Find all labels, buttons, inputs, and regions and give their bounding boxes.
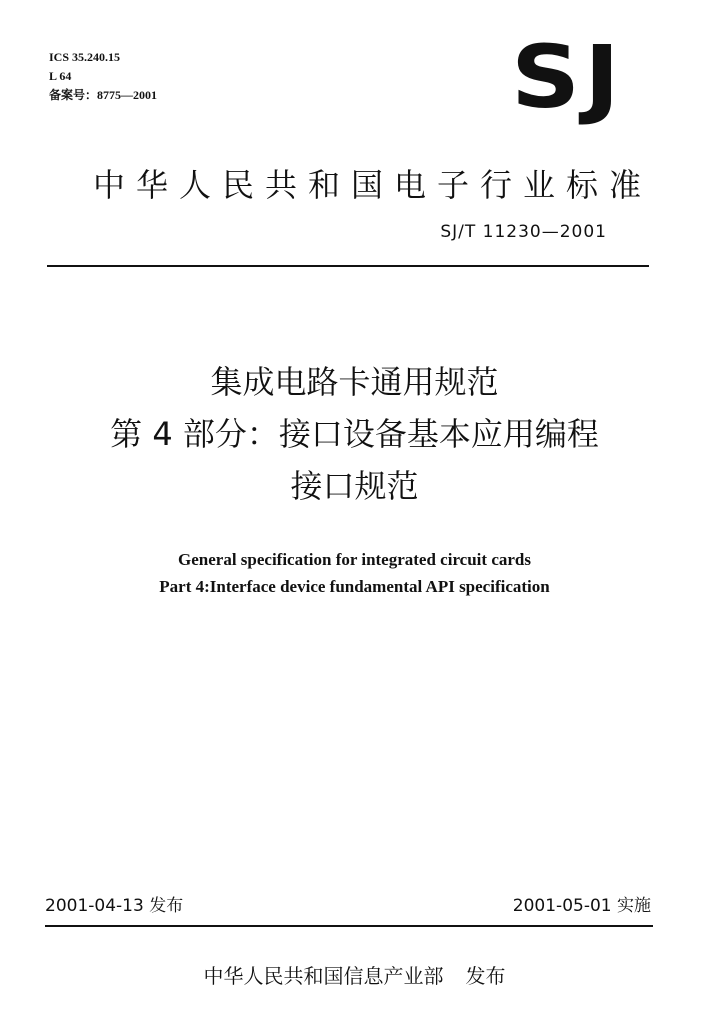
top-divider	[47, 265, 649, 267]
english-title	[0, 546, 709, 600]
publish-date: 2001-04-13 发布	[45, 896, 184, 916]
english-title-line-2: Part 4:Interface device fundamental API specification	[159, 577, 550, 596]
ics-code: ICS 35.240.15	[49, 50, 121, 64]
chinese-title-line-3: 接口规范	[290, 467, 419, 505]
chinese-title	[0, 356, 709, 512]
effective-date: 2001-05-01 实施	[512, 896, 651, 916]
chinese-title-line-1: 集成电路卡通用规范	[210, 363, 499, 401]
issuer-line	[0, 960, 709, 989]
classification-code: L 64	[49, 69, 72, 83]
issuer-name: 中华人民共和国信息产业部	[203, 964, 444, 988]
issuer-action: 发布	[465, 964, 506, 988]
bottom-divider	[45, 925, 653, 927]
record-number: 备案号：8775—2001	[49, 88, 158, 102]
sj-logo: SJ	[511, 26, 624, 128]
metadata-block	[49, 48, 157, 105]
standard-number: SJ/T 11230—2001	[440, 222, 607, 242]
chinese-title-line-2: 第 4 部分：接口设备基本应用编程	[110, 415, 599, 453]
english-title-line-1: General specification for integrated circuit cards	[178, 550, 531, 569]
standard-organization: 中华人民共和国电子行业标准	[93, 166, 653, 204]
